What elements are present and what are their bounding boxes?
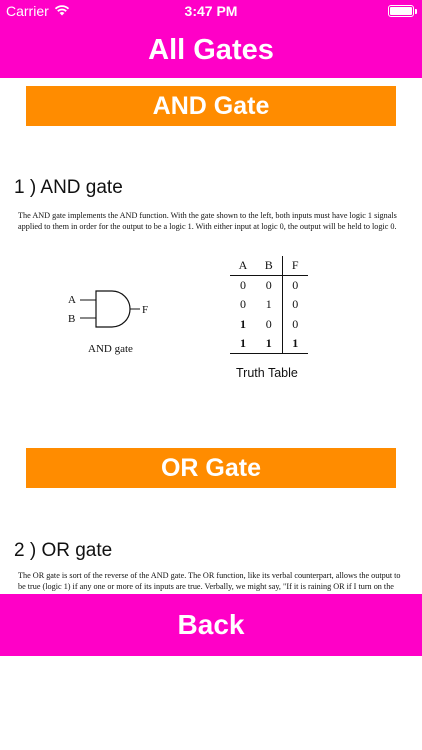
table-cell: 1 <box>230 334 256 354</box>
table-cell: 0 <box>282 295 308 315</box>
top-bar <box>0 0 422 78</box>
table-cell: 0 <box>282 315 308 335</box>
content-scroll-area[interactable] <box>0 78 422 594</box>
table-cell: 0 <box>240 297 246 312</box>
status-bar <box>0 0 422 22</box>
truth-table-header: F <box>282 256 308 276</box>
or-gate-banner: OR Gate <box>26 448 396 488</box>
truth-table <box>230 256 308 354</box>
and-gate-input-a: A <box>68 294 76 306</box>
table-row <box>230 295 308 315</box>
or-gate-heading: 2 ) OR gate <box>14 540 113 561</box>
and-gate-caption: AND gate <box>88 343 133 355</box>
and-gate-banner: AND Gate <box>26 86 396 126</box>
table-cell: 1 <box>282 334 308 354</box>
and-gate-description: The AND gate implements the AND function. With the gate shown to the left, both inputs must have logic 1 signals applied to them in order for the output to be a logic 1. With either input at logic 0, the output will be held to logic 0. <box>18 211 397 231</box>
carrier-label: Carrier <box>6 3 49 19</box>
status-time: 3:47 PM <box>184 3 238 19</box>
page-title: All Gates <box>148 34 274 66</box>
and-gate-output: F <box>142 304 149 316</box>
and-gate-input-b: B <box>68 313 76 325</box>
truth-table-header: A <box>230 256 256 276</box>
table-row <box>230 334 308 354</box>
table-cell: 1 <box>256 334 282 354</box>
table-cell: 0 <box>265 278 272 292</box>
truth-table-caption: Truth Table <box>236 366 298 380</box>
back-button[interactable]: Back <box>0 594 422 656</box>
battery-icon <box>388 5 414 17</box>
table-cell: 0 <box>240 278 246 292</box>
and-gate-heading: 1 ) AND gate <box>14 177 123 198</box>
table-row <box>230 276 308 296</box>
or-gate-description: The OR gate is sort of the reverse of the AND gate. The OR function, like its verbal counterpart, allows the output to be true (logic 1) if any one or more of its inputs are true. Verbally, we might say, "If it is raining OR if I turn on the <box>18 571 401 591</box>
table-cell: 0 <box>265 316 272 331</box>
truth-table-header-row <box>230 256 308 276</box>
table-cell: 0 <box>282 276 308 296</box>
table-cell: 1 <box>240 316 246 331</box>
table-cell: 1 <box>265 297 272 312</box>
truth-table-header: B <box>256 256 282 276</box>
table-row <box>230 315 308 335</box>
